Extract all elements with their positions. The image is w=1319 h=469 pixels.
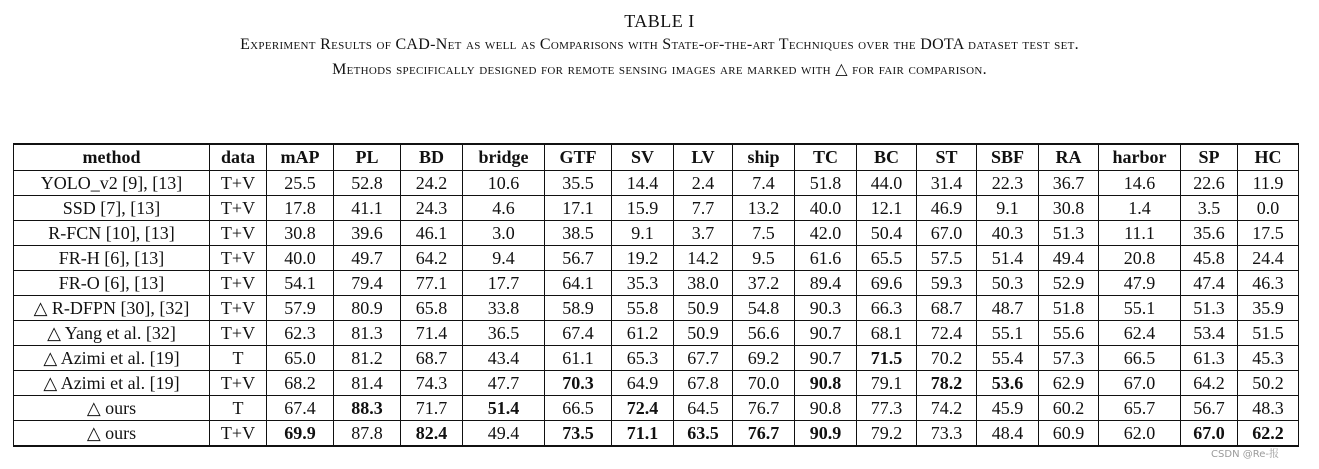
score-cell: 79.1 bbox=[857, 371, 917, 396]
score-cell: 56.7 bbox=[545, 246, 612, 271]
score-cell: 15.9 bbox=[612, 196, 674, 221]
score-cell: 55.8 bbox=[612, 296, 674, 321]
score-cell: 3.0 bbox=[463, 221, 545, 246]
score-cell: 19.2 bbox=[612, 246, 674, 271]
score-cell: 55.4 bbox=[977, 346, 1039, 371]
score-cell: 22.3 bbox=[977, 171, 1039, 196]
score-cell: 52.8 bbox=[334, 171, 401, 196]
score-cell: 67.4 bbox=[545, 321, 612, 346]
score-cell: 65.7 bbox=[1099, 396, 1181, 421]
column-header: TC bbox=[795, 144, 857, 171]
score-cell: 48.4 bbox=[977, 421, 1039, 447]
score-cell: 54.1 bbox=[267, 271, 334, 296]
score-cell: 45.3 bbox=[1238, 346, 1299, 371]
score-cell: 90.7 bbox=[795, 321, 857, 346]
score-cell: 81.2 bbox=[334, 346, 401, 371]
score-cell: 39.6 bbox=[334, 221, 401, 246]
score-cell: 90.8 bbox=[795, 371, 857, 396]
column-header: SBF bbox=[977, 144, 1039, 171]
score-cell: 82.4 bbox=[401, 421, 463, 447]
score-cell: 50.4 bbox=[857, 221, 917, 246]
data-cell: T+V bbox=[210, 221, 267, 246]
score-cell: 49.7 bbox=[334, 246, 401, 271]
score-cell: 72.4 bbox=[612, 396, 674, 421]
score-cell: 53.4 bbox=[1181, 321, 1238, 346]
score-cell: 17.7 bbox=[463, 271, 545, 296]
column-header: mAP bbox=[267, 144, 334, 171]
method-cell: SSD [7], [13] bbox=[14, 196, 210, 221]
score-cell: 62.3 bbox=[267, 321, 334, 346]
score-cell: 17.5 bbox=[1238, 221, 1299, 246]
score-cell: 71.4 bbox=[401, 321, 463, 346]
score-cell: 62.0 bbox=[1099, 421, 1181, 447]
data-cell: T+V bbox=[210, 271, 267, 296]
score-cell: 40.0 bbox=[795, 196, 857, 221]
score-cell: 50.9 bbox=[674, 321, 733, 346]
column-header: ship bbox=[733, 144, 795, 171]
score-cell: 53.6 bbox=[977, 371, 1039, 396]
data-cell: T+V bbox=[210, 321, 267, 346]
score-cell: 67.7 bbox=[674, 346, 733, 371]
table-row bbox=[14, 421, 1299, 447]
score-cell: 38.5 bbox=[545, 221, 612, 246]
score-cell: 73.5 bbox=[545, 421, 612, 447]
score-cell: 65.3 bbox=[612, 346, 674, 371]
score-cell: 31.4 bbox=[917, 171, 977, 196]
score-cell: 51.8 bbox=[795, 171, 857, 196]
score-cell: 46.9 bbox=[917, 196, 977, 221]
score-cell: 60.2 bbox=[1039, 396, 1099, 421]
score-cell: 72.4 bbox=[917, 321, 977, 346]
score-cell: 54.8 bbox=[733, 296, 795, 321]
column-header: BC bbox=[857, 144, 917, 171]
score-cell: 59.3 bbox=[917, 271, 977, 296]
score-cell: 67.4 bbox=[267, 396, 334, 421]
data-cell: T bbox=[210, 396, 267, 421]
results-table bbox=[13, 143, 1299, 447]
score-cell: 56.7 bbox=[1181, 396, 1238, 421]
table-row bbox=[14, 271, 1299, 296]
score-cell: 30.8 bbox=[267, 221, 334, 246]
score-cell: 68.7 bbox=[401, 346, 463, 371]
score-cell: 89.4 bbox=[795, 271, 857, 296]
score-cell: 56.6 bbox=[733, 321, 795, 346]
score-cell: 37.2 bbox=[733, 271, 795, 296]
table-row bbox=[14, 371, 1299, 396]
column-header: SP bbox=[1181, 144, 1238, 171]
score-cell: 90.9 bbox=[795, 421, 857, 447]
score-cell: 67.0 bbox=[1099, 371, 1181, 396]
score-cell: 79.2 bbox=[857, 421, 917, 447]
score-cell: 71.7 bbox=[401, 396, 463, 421]
table-body bbox=[14, 171, 1299, 447]
score-cell: 74.3 bbox=[401, 371, 463, 396]
score-cell: 79.4 bbox=[334, 271, 401, 296]
score-cell: 70.3 bbox=[545, 371, 612, 396]
score-cell: 40.0 bbox=[267, 246, 334, 271]
score-cell: 35.6 bbox=[1181, 221, 1238, 246]
score-cell: 41.1 bbox=[334, 196, 401, 221]
score-cell: 47.9 bbox=[1099, 271, 1181, 296]
score-cell: 78.2 bbox=[917, 371, 977, 396]
score-cell: 65.8 bbox=[401, 296, 463, 321]
score-cell: 45.9 bbox=[977, 396, 1039, 421]
score-cell: 88.3 bbox=[334, 396, 401, 421]
score-cell: 63.5 bbox=[674, 421, 733, 447]
column-header: method bbox=[14, 144, 210, 171]
data-cell: T+V bbox=[210, 196, 267, 221]
table-caption-line2: Methods specifically designed for remote sensing images are marked with △ for fair comparison. bbox=[332, 61, 987, 78]
score-cell: 52.9 bbox=[1039, 271, 1099, 296]
score-cell: 14.6 bbox=[1099, 171, 1181, 196]
score-cell: 61.1 bbox=[545, 346, 612, 371]
column-header: HC bbox=[1238, 144, 1299, 171]
method-cell: YOLO_v2 [9], [13] bbox=[14, 171, 210, 196]
score-cell: 38.0 bbox=[674, 271, 733, 296]
score-cell: 9.1 bbox=[612, 221, 674, 246]
column-header: data bbox=[210, 144, 267, 171]
score-cell: 90.8 bbox=[795, 396, 857, 421]
column-header: LV bbox=[674, 144, 733, 171]
score-cell: 3.7 bbox=[674, 221, 733, 246]
score-cell: 67.0 bbox=[917, 221, 977, 246]
score-cell: 33.8 bbox=[463, 296, 545, 321]
score-cell: 20.8 bbox=[1099, 246, 1181, 271]
table-row bbox=[14, 246, 1299, 271]
score-cell: 65.0 bbox=[267, 346, 334, 371]
score-cell: 24.3 bbox=[401, 196, 463, 221]
column-header: SV bbox=[612, 144, 674, 171]
score-cell: 64.9 bbox=[612, 371, 674, 396]
score-cell: 57.9 bbox=[267, 296, 334, 321]
data-cell: T+V bbox=[210, 421, 267, 447]
score-cell: 55.1 bbox=[977, 321, 1039, 346]
score-cell: 10.6 bbox=[463, 171, 545, 196]
score-cell: 87.8 bbox=[334, 421, 401, 447]
score-cell: 7.5 bbox=[733, 221, 795, 246]
score-cell: 55.6 bbox=[1039, 321, 1099, 346]
score-cell: 74.2 bbox=[917, 396, 977, 421]
score-cell: 77.1 bbox=[401, 271, 463, 296]
score-cell: 68.7 bbox=[917, 296, 977, 321]
score-cell: 12.1 bbox=[857, 196, 917, 221]
score-cell: 24.2 bbox=[401, 171, 463, 196]
score-cell: 66.5 bbox=[545, 396, 612, 421]
score-cell: 90.7 bbox=[795, 346, 857, 371]
score-cell: 70.2 bbox=[917, 346, 977, 371]
score-cell: 64.2 bbox=[1181, 371, 1238, 396]
table-number: TABLE I bbox=[624, 11, 695, 31]
score-cell: 69.6 bbox=[857, 271, 917, 296]
score-cell: 64.1 bbox=[545, 271, 612, 296]
method-cell: △ Azimi et al. [19] bbox=[14, 346, 210, 371]
score-cell: 81.3 bbox=[334, 321, 401, 346]
score-cell: 62.4 bbox=[1099, 321, 1181, 346]
column-header: bridge bbox=[463, 144, 545, 171]
column-header: PL bbox=[334, 144, 401, 171]
score-cell: 61.3 bbox=[1181, 346, 1238, 371]
score-cell: 57.3 bbox=[1039, 346, 1099, 371]
score-cell: 49.4 bbox=[1039, 246, 1099, 271]
score-cell: 17.1 bbox=[545, 196, 612, 221]
score-cell: 43.4 bbox=[463, 346, 545, 371]
score-cell: 46.1 bbox=[401, 221, 463, 246]
score-cell: 11.1 bbox=[1099, 221, 1181, 246]
data-cell: T+V bbox=[210, 371, 267, 396]
score-cell: 50.2 bbox=[1238, 371, 1299, 396]
score-cell: 51.5 bbox=[1238, 321, 1299, 346]
score-cell: 50.9 bbox=[674, 296, 733, 321]
method-cell: △ Yang et al. [32] bbox=[14, 321, 210, 346]
column-header: ST bbox=[917, 144, 977, 171]
score-cell: 9.1 bbox=[977, 196, 1039, 221]
data-cell: T+V bbox=[210, 171, 267, 196]
score-cell: 35.9 bbox=[1238, 296, 1299, 321]
score-cell: 24.4 bbox=[1238, 246, 1299, 271]
score-cell: 48.3 bbox=[1238, 396, 1299, 421]
score-cell: 73.3 bbox=[917, 421, 977, 447]
table-row bbox=[14, 396, 1299, 421]
score-cell: 71.5 bbox=[857, 346, 917, 371]
score-cell: 68.1 bbox=[857, 321, 917, 346]
score-cell: 80.9 bbox=[334, 296, 401, 321]
table-row bbox=[14, 321, 1299, 346]
table-row bbox=[14, 196, 1299, 221]
score-cell: 48.7 bbox=[977, 296, 1039, 321]
score-cell: 49.4 bbox=[463, 421, 545, 447]
method-cell: △ ours bbox=[14, 421, 210, 447]
method-cell: △ R-DFPN [30], [32] bbox=[14, 296, 210, 321]
score-cell: 7.4 bbox=[733, 171, 795, 196]
table-row bbox=[14, 171, 1299, 196]
column-header: harbor bbox=[1099, 144, 1181, 171]
score-cell: 76.7 bbox=[733, 421, 795, 447]
score-cell: 64.5 bbox=[674, 396, 733, 421]
score-cell: 0.0 bbox=[1238, 196, 1299, 221]
data-cell: T bbox=[210, 346, 267, 371]
score-cell: 51.4 bbox=[977, 246, 1039, 271]
score-cell: 3.5 bbox=[1181, 196, 1238, 221]
score-cell: 81.4 bbox=[334, 371, 401, 396]
score-cell: 69.2 bbox=[733, 346, 795, 371]
method-cell: FR-O [6], [13] bbox=[14, 271, 210, 296]
score-cell: 9.5 bbox=[733, 246, 795, 271]
score-cell: 62.2 bbox=[1238, 421, 1299, 447]
score-cell: 2.4 bbox=[674, 171, 733, 196]
score-cell: 35.3 bbox=[612, 271, 674, 296]
score-cell: 55.1 bbox=[1099, 296, 1181, 321]
score-cell: 47.7 bbox=[463, 371, 545, 396]
score-cell: 17.8 bbox=[267, 196, 334, 221]
score-cell: 60.9 bbox=[1039, 421, 1099, 447]
score-cell: 51.4 bbox=[463, 396, 545, 421]
score-cell: 66.5 bbox=[1099, 346, 1181, 371]
score-cell: 50.3 bbox=[977, 271, 1039, 296]
score-cell: 90.3 bbox=[795, 296, 857, 321]
table-caption-line1: Experiment Results of CAD-Net as well as Comparisons with State-of-the-art Techniques over the DOTA dataset test set. bbox=[240, 36, 1079, 53]
score-cell: 9.4 bbox=[463, 246, 545, 271]
table-header-row bbox=[14, 144, 1299, 171]
data-cell: T+V bbox=[210, 296, 267, 321]
score-cell: 42.0 bbox=[795, 221, 857, 246]
score-cell: 35.5 bbox=[545, 171, 612, 196]
score-cell: 51.3 bbox=[1039, 221, 1099, 246]
score-cell: 77.3 bbox=[857, 396, 917, 421]
method-cell: FR-H [6], [13] bbox=[14, 246, 210, 271]
score-cell: 40.3 bbox=[977, 221, 1039, 246]
score-cell: 4.6 bbox=[463, 196, 545, 221]
score-cell: 47.4 bbox=[1181, 271, 1238, 296]
table-row bbox=[14, 221, 1299, 246]
score-cell: 22.6 bbox=[1181, 171, 1238, 196]
score-cell: 36.7 bbox=[1039, 171, 1099, 196]
score-cell: 61.6 bbox=[795, 246, 857, 271]
score-cell: 67.8 bbox=[674, 371, 733, 396]
score-cell: 1.4 bbox=[1099, 196, 1181, 221]
score-cell: 68.2 bbox=[267, 371, 334, 396]
score-cell: 51.3 bbox=[1181, 296, 1238, 321]
score-cell: 51.8 bbox=[1039, 296, 1099, 321]
score-cell: 76.7 bbox=[733, 396, 795, 421]
score-cell: 61.2 bbox=[612, 321, 674, 346]
data-cell: T+V bbox=[210, 246, 267, 271]
method-cell: △ Azimi et al. [19] bbox=[14, 371, 210, 396]
score-cell: 58.9 bbox=[545, 296, 612, 321]
score-cell: 65.5 bbox=[857, 246, 917, 271]
score-cell: 36.5 bbox=[463, 321, 545, 346]
table-row bbox=[14, 346, 1299, 371]
score-cell: 30.8 bbox=[1039, 196, 1099, 221]
score-cell: 46.3 bbox=[1238, 271, 1299, 296]
score-cell: 44.0 bbox=[857, 171, 917, 196]
score-cell: 67.0 bbox=[1181, 421, 1238, 447]
score-cell: 7.7 bbox=[674, 196, 733, 221]
table-row bbox=[14, 296, 1299, 321]
watermark: CSDN @Re-报 bbox=[1211, 449, 1279, 460]
score-cell: 57.5 bbox=[917, 246, 977, 271]
score-cell: 70.0 bbox=[733, 371, 795, 396]
score-cell: 13.2 bbox=[733, 196, 795, 221]
score-cell: 14.2 bbox=[674, 246, 733, 271]
score-cell: 14.4 bbox=[612, 171, 674, 196]
score-cell: 25.5 bbox=[267, 171, 334, 196]
score-cell: 45.8 bbox=[1181, 246, 1238, 271]
score-cell: 62.9 bbox=[1039, 371, 1099, 396]
score-cell: 69.9 bbox=[267, 421, 334, 447]
score-cell: 64.2 bbox=[401, 246, 463, 271]
score-cell: 11.9 bbox=[1238, 171, 1299, 196]
column-header: RA bbox=[1039, 144, 1099, 171]
score-cell: 66.3 bbox=[857, 296, 917, 321]
column-header: BD bbox=[401, 144, 463, 171]
score-cell: 71.1 bbox=[612, 421, 674, 447]
method-cell: R-FCN [10], [13] bbox=[14, 221, 210, 246]
column-header: GTF bbox=[545, 144, 612, 171]
method-cell: △ ours bbox=[14, 396, 210, 421]
